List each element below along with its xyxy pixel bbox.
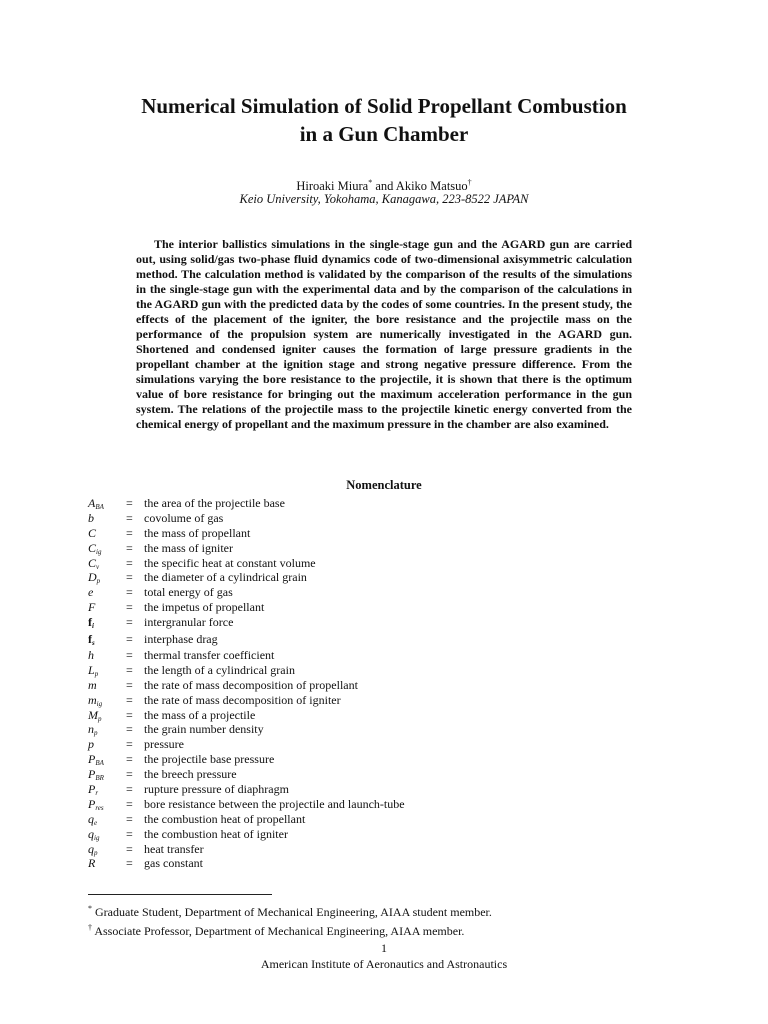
- symbol-base: n: [88, 722, 94, 737]
- nomenclature-definition: the mass of propellant: [144, 525, 251, 540]
- symbol-base: f: [88, 632, 92, 647]
- symbol-base: q: [88, 811, 94, 826]
- nomenclature-definition: thermal transfer coefficient: [144, 648, 275, 663]
- symbol-subscript: BA: [95, 503, 104, 511]
- equals-sign: =: [126, 525, 133, 540]
- footnote-divider: [88, 894, 272, 895]
- footnote-1: [88, 901, 492, 920]
- symbol-base: L: [88, 662, 95, 677]
- symbol-base: M: [88, 707, 98, 722]
- nomenclature-definition: interphase drag: [144, 632, 218, 647]
- nomenclature-row: [88, 782, 548, 797]
- nomenclature-definition: intergranular force: [144, 615, 234, 630]
- equals-sign: =: [126, 540, 133, 555]
- nomenclature-definition: the area of the projectile base: [144, 496, 285, 510]
- nomenclature-definition: the diameter of a cylindrical grain: [144, 570, 307, 585]
- nomenclature-row: [88, 615, 548, 630]
- nomenclature-definition: the impetus of propellant: [144, 600, 265, 615]
- nomenclature-row: [88, 663, 548, 678]
- equals-sign: =: [126, 722, 133, 737]
- nomenclature-definition: the rate of mass decomposition of propellant: [144, 677, 358, 692]
- symbol-subscript: BA: [95, 759, 104, 768]
- equals-sign: =: [126, 707, 133, 722]
- nomenclature-row: [88, 797, 548, 812]
- symbol-base: q: [88, 826, 94, 841]
- symbol-subscript: e: [94, 818, 98, 827]
- nomenclature-definition: the specific heat at constant volume: [144, 555, 316, 570]
- nomenclature-definition: heat transfer: [144, 841, 204, 856]
- nomenclature-definition: the mass of igniter: [144, 540, 233, 555]
- nomenclature-definition: gas constant: [144, 856, 203, 871]
- nomenclature-row: [88, 648, 548, 663]
- symbol-subscript: BR: [95, 774, 104, 783]
- equals-sign: =: [126, 555, 133, 570]
- nomenclature-row: [88, 752, 548, 767]
- nomenclature-row: [88, 526, 548, 541]
- symbol-subscript: p: [94, 669, 99, 678]
- footnote-2: [88, 920, 492, 939]
- nomenclature-definition: the projectile base pressure: [144, 752, 275, 767]
- nomenclature-definition: rupture pressure of diaphragm: [144, 782, 289, 797]
- symbol-base: D: [88, 570, 97, 585]
- symbol-subscript: v: [96, 562, 100, 571]
- nomenclature-definition: the rate of mass decomposition of igniter: [144, 692, 341, 707]
- nomenclature-row: [88, 556, 548, 571]
- symbol-subscript: ig: [94, 833, 100, 842]
- equals-sign: =: [126, 826, 133, 841]
- symbol-subscript: res: [95, 803, 104, 812]
- equals-sign: =: [126, 570, 133, 585]
- symbol-subscript: p: [94, 848, 98, 857]
- nomenclature-row: [88, 600, 548, 615]
- nomenclature-heading: Nomenclature: [346, 478, 422, 492]
- equals-sign: =: [126, 767, 133, 782]
- symbol-subscript: i: [92, 622, 94, 631]
- paper-title: [0, 92, 768, 148]
- equals-sign: =: [126, 796, 133, 811]
- symbol-base: P: [88, 782, 96, 797]
- symbol-base: R: [88, 856, 96, 871]
- nomenclature-row: [88, 708, 548, 723]
- symbol-base: P: [88, 796, 96, 811]
- symbol-base: F: [88, 600, 96, 615]
- symbol-base: P: [88, 752, 96, 767]
- nomenclature-definition: total energy of gas: [144, 585, 233, 600]
- title-line-1: Numerical Simulation of Solid Propellant Combustion: [141, 94, 627, 118]
- symbol-subscript: ig: [96, 547, 102, 556]
- nomenclature-row: [88, 585, 548, 600]
- symbol-base: e: [88, 585, 94, 600]
- footnote-2-mark: †: [88, 923, 92, 932]
- author-conjunction: and: [372, 179, 396, 194]
- symbol-subscript: ig: [96, 699, 103, 708]
- symbol-subscript: s: [92, 639, 95, 648]
- equals-sign: =: [126, 752, 133, 767]
- equals-sign: =: [126, 677, 133, 692]
- symbol-base: C: [88, 555, 97, 570]
- title-line-2: in a Gun Chamber: [299, 122, 469, 146]
- equals-sign: =: [126, 856, 133, 871]
- author-2-footnote-mark: †: [467, 178, 472, 187]
- nomenclature-definition: the length of a cylindrical grain: [144, 662, 295, 677]
- nomenclature-definition: the combustion heat of igniter: [144, 826, 288, 841]
- symbol-base: q: [88, 841, 94, 856]
- abstract: The interior ballistics simulations in the single-stage gun and the AGARD gun are carried out, using solid/gas two-phase fluid dynamics code of two-dimensional axisymmetric calculation method. The calculation method is validated by the comparison of the results of the simulations in the single-stage gun with the experimental data and by the comparison of the calculations in the AGARD gun with the predicted data by the codes of some countries. In the present study, the effects of the placement of the igniter, the bore resistance and the projectile mass on the performance of the propulsion system are numerically investigated in the AGARD gun. Shortened and condensed igniter causes the formation of large pressure gradients in the propellant chamber at the ignition stage and strong negative pressure difference. From the simulations varying the bore resistance to the projectile, it is shown that there is the optimum value of bore resistance for bringing out the maximum acceleration performance in the gun system. The relations of the projectile mass to the projectile kinetic energy converted from the chemical energy of propellant and the maximum pressure in the chamber are also examined.: [136, 237, 632, 431]
- nomenclature-symbol: [88, 856, 95, 875]
- nomenclature-list: [88, 496, 548, 871]
- equals-sign: =: [126, 692, 133, 707]
- page-number: 1: [381, 941, 387, 955]
- nomenclature-definition: the breech pressure: [144, 767, 237, 782]
- symbol-base: C: [88, 540, 97, 555]
- nomenclature-definition: bore resistance between the projectile and launch-tube: [144, 796, 405, 811]
- equals-sign: =: [126, 841, 133, 856]
- nomenclature-row: [88, 812, 548, 827]
- symbol-base: C: [88, 525, 97, 540]
- nomenclature-row: [88, 496, 548, 511]
- symbol-base: A: [88, 496, 96, 510]
- nomenclature-row: [88, 827, 548, 842]
- symbol-base: h: [88, 648, 94, 663]
- equals-sign: =: [126, 510, 133, 525]
- author-1-footnote-mark: *: [368, 178, 373, 187]
- footnote-1-mark: *: [88, 904, 92, 913]
- nomenclature-definition: pressure: [144, 737, 184, 752]
- nomenclature-row: [88, 722, 548, 737]
- equals-sign: =: [126, 662, 133, 677]
- equals-sign: =: [126, 615, 133, 630]
- symbol-base: b: [88, 510, 94, 525]
- symbol-base: P: [88, 767, 96, 782]
- nomenclature-row: [88, 541, 548, 556]
- equals-sign: =: [126, 782, 133, 797]
- author-2: Akiko Matsuo: [395, 179, 468, 194]
- symbol-base: f: [88, 615, 92, 630]
- nomenclature-definition: the mass of a projectile: [144, 707, 256, 722]
- symbol-base: p: [88, 737, 94, 752]
- footnote-1-text: Graduate Student, Department of Mechanical Engineering, AIAA student member.: [92, 905, 492, 919]
- nomenclature-row: [88, 570, 548, 585]
- equals-sign: =: [126, 632, 133, 647]
- equals-sign: =: [126, 737, 133, 752]
- equals-sign: =: [126, 585, 133, 600]
- nomenclature-row: [88, 856, 548, 871]
- symbol-subscript: r: [95, 789, 99, 798]
- nomenclature-row: [88, 767, 548, 782]
- author-1: Hiroaki Miura: [296, 179, 369, 194]
- nomenclature-row: [88, 511, 548, 526]
- affiliation: Keio University, Yokohama, Kanagawa, 223-8522 JAPAN: [239, 192, 529, 206]
- symbol-subscript: p: [98, 714, 102, 723]
- symbol-base: m: [88, 692, 97, 707]
- symbol-base: m: [88, 677, 97, 692]
- nomenclature-row: [88, 678, 548, 693]
- nomenclature-row: [88, 693, 548, 708]
- equals-sign: =: [126, 648, 133, 663]
- symbol-subscript: p: [96, 577, 101, 586]
- nomenclature-definition: the grain number density: [144, 722, 264, 737]
- nomenclature-definition: covolume of gas: [144, 510, 224, 525]
- nomenclature-row: [88, 630, 548, 648]
- equals-sign: =: [126, 811, 133, 826]
- nomenclature-row: [88, 842, 548, 857]
- footnotes: [88, 901, 492, 939]
- nomenclature-row: [88, 737, 548, 752]
- equals-sign: =: [126, 496, 133, 510]
- page-footer: American Institute of Aeronautics and Astronautics: [260, 957, 508, 971]
- symbol-subscript: p: [94, 729, 98, 738]
- nomenclature-definition: the combustion heat of propellant: [144, 811, 306, 826]
- footnote-2-text: Associate Professor, Department of Mechanical Engineering, AIAA member.: [92, 924, 465, 938]
- equals-sign: =: [126, 600, 133, 615]
